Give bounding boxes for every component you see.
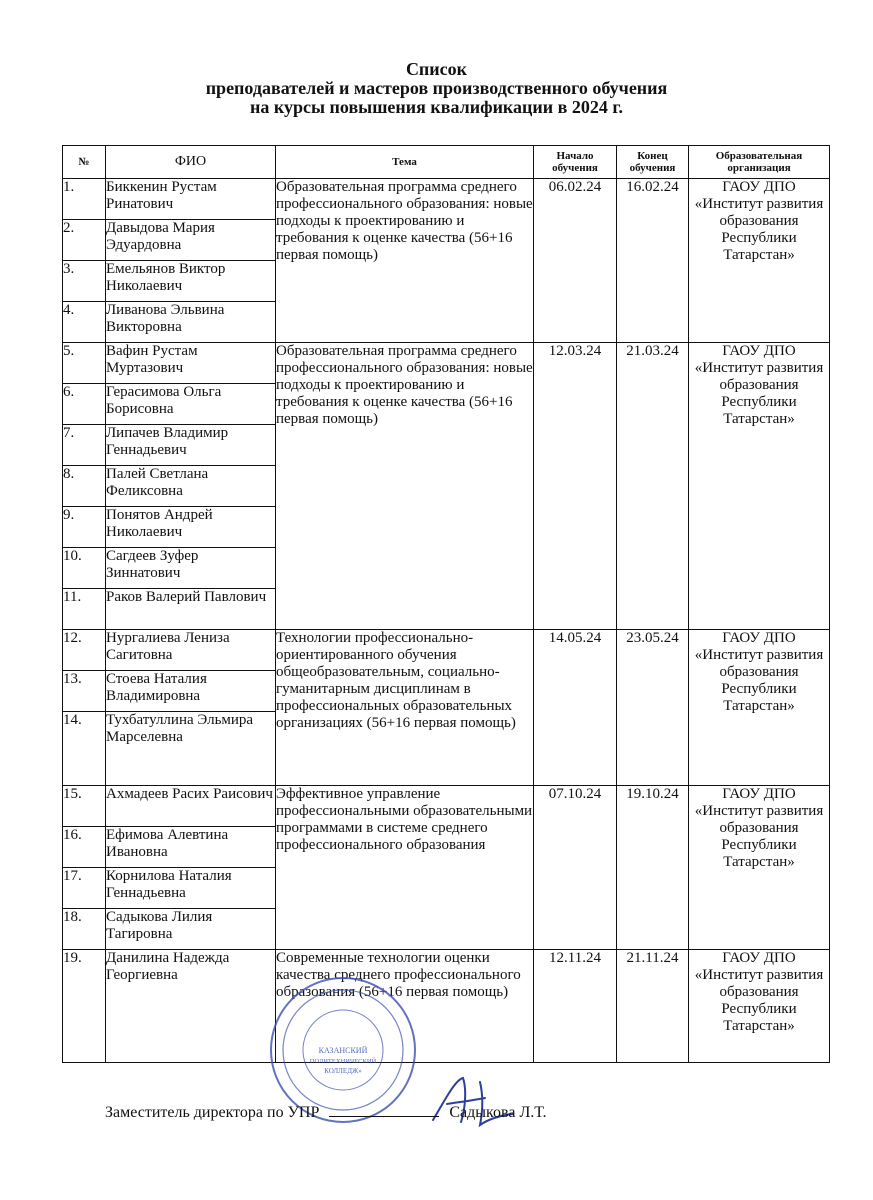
person-name: Давыдова Мария Эдуардовна: [106, 220, 276, 261]
stamp-text: КАЗАНСКИЙ: [318, 1046, 368, 1055]
row-number: 11.: [63, 589, 106, 630]
signature-block: [105, 1102, 546, 1122]
row-number: 4.: [63, 302, 106, 343]
person-name: Сагдеев Зуфер Зиннатович: [106, 548, 276, 589]
course-topic: Образовательная программа среднего профессионального образования: новые подходы к проектированию и требования к оценке качества (56+16 первая помощь): [276, 343, 534, 630]
table-row: [63, 179, 830, 220]
header-end: Конец обучения: [617, 146, 689, 179]
course-topic: Образовательная программа среднего профессионального образования: новые подходы к проектированию и требования к оценке качества (56+16 первая помощь): [276, 179, 534, 343]
person-name: Нургалиева Лениза Сагитовна: [106, 630, 276, 671]
start-date: 12.11.24: [534, 950, 617, 1063]
signature-position: Заместитель директора по УПР: [105, 1104, 320, 1121]
start-date: 06.02.24: [534, 179, 617, 343]
person-name: Герасимова Ольга Борисовна: [106, 384, 276, 425]
row-number: 9.: [63, 507, 106, 548]
person-name: Понятов Андрей Николаевич: [106, 507, 276, 548]
organization: ГАОУ ДПО «Институт развития образования Республики Татарстан»: [689, 786, 830, 950]
table-header-row: [63, 146, 830, 179]
row-number: 6.: [63, 384, 106, 425]
organization: ГАОУ ДПО «Институт развития образования Республики Татарстан»: [689, 630, 830, 786]
row-number: 1.: [63, 179, 106, 220]
start-date: 07.10.24: [534, 786, 617, 950]
document-title: [0, 60, 873, 117]
title-line-2: преподавателей и мастеров производственного обучения: [205, 78, 668, 98]
row-number: 19.: [63, 950, 106, 1063]
course-topic: Эффективное управление профессиональными образовательными программами в системе среднего профессионального образования: [276, 786, 534, 950]
title-line-1: Список: [405, 59, 468, 79]
row-number: 12.: [63, 630, 106, 671]
person-name: Тухбатуллина Эльмира Марселевна: [106, 712, 276, 786]
row-number: 16.: [63, 827, 106, 868]
person-name: Биккенин Рустам Ринатович: [106, 179, 276, 220]
table-row: [63, 950, 830, 1063]
row-number: 3.: [63, 261, 106, 302]
row-number: 5.: [63, 343, 106, 384]
person-name: Вафин Рустам Муртазович: [106, 343, 276, 384]
person-name: Палей Светлана Феликсовна: [106, 466, 276, 507]
header-num: №: [63, 146, 106, 179]
end-date: 16.02.24: [617, 179, 689, 343]
course-topic: Современные технологии оценки качества среднего профессионального образования (56+16 первая помощь): [276, 950, 534, 1063]
header-topic: Тема: [276, 146, 534, 179]
table-body: [63, 179, 830, 1063]
courses-table: [62, 145, 830, 1063]
organization: ГАОУ ДПО «Институт развития образования Республики Татарстан»: [689, 343, 830, 630]
row-number: 10.: [63, 548, 106, 589]
table-row: [63, 343, 830, 384]
end-date: 21.11.24: [617, 950, 689, 1063]
row-number: 14.: [63, 712, 106, 786]
person-name: Данилина Надежда Георгиевна: [106, 950, 276, 1063]
organization: ГАОУ ДПО «Институт развития образования Республики Татарстан»: [689, 950, 830, 1063]
start-date: 12.03.24: [534, 343, 617, 630]
person-name: Липачев Владимир Геннадьевич: [106, 425, 276, 466]
person-name: Ефимова Алевтина Ивановна: [106, 827, 276, 868]
header-org: Образовательная организация: [689, 146, 830, 179]
table-row: [63, 786, 830, 827]
row-number: 2.: [63, 220, 106, 261]
signature-name: Садыкова Л.Т.: [449, 1104, 547, 1121]
end-date: 23.05.24: [617, 630, 689, 786]
header-fio: ФИО: [106, 146, 276, 179]
title-line-3: на курсы повышения квалификации в 2024 г.: [249, 97, 624, 117]
person-name: Корнилова Наталия Геннадьевна: [106, 868, 276, 909]
person-name: Ливанова Эльвина Викторовна: [106, 302, 276, 343]
organization: ГАОУ ДПО «Институт развития образования Республики Татарстан»: [689, 179, 830, 343]
end-date: 19.10.24: [617, 786, 689, 950]
course-topic: Технологии профессионально-ориентированного обучения общеобразовательным, социально-гуманитарным дисциплинам в профессиональных образовательных организациях (56+16 первая помощь): [276, 630, 534, 786]
row-number: 7.: [63, 425, 106, 466]
start-date: 14.05.24: [534, 630, 617, 786]
row-number: 13.: [63, 671, 106, 712]
row-number: 17.: [63, 868, 106, 909]
row-number: 18.: [63, 909, 106, 950]
svg-text:КОЛЛЕДЖ»: КОЛЛЕДЖ»: [324, 1067, 362, 1075]
person-name: Садыкова Лилия Тагировна: [106, 909, 276, 950]
row-number: 8.: [63, 466, 106, 507]
row-number: 15.: [63, 786, 106, 827]
person-name: Ахмадеев Расих Раисович: [106, 786, 276, 827]
person-name: Раков Валерий Павлович: [106, 589, 276, 630]
signature-underline: [329, 1102, 439, 1117]
header-start: Начало обучения: [534, 146, 617, 179]
person-name: Емельянов Виктор Николаевич: [106, 261, 276, 302]
svg-text:ПОЛИТЕХНИЧЕСКИЙ: ПОЛИТЕХНИЧЕСКИЙ: [309, 1058, 377, 1065]
person-name: Стоева Наталия Владимировна: [106, 671, 276, 712]
end-date: 21.03.24: [617, 343, 689, 630]
table-row: [63, 630, 830, 671]
